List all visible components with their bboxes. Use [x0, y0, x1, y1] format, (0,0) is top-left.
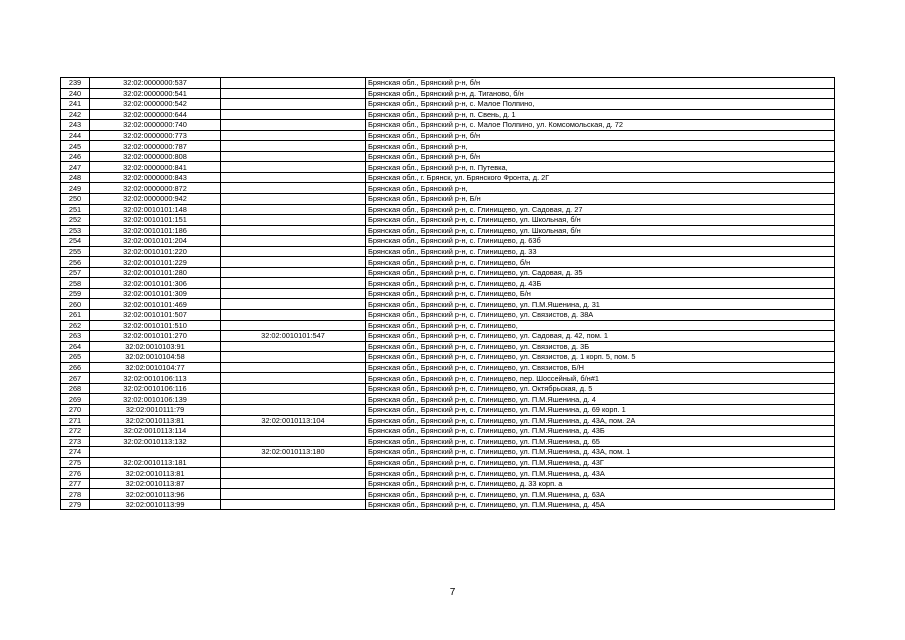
related-cadastral-number-cell: [221, 172, 366, 183]
cadastral-number-cell: 32:02:0010101:507: [90, 310, 221, 321]
related-cadastral-number-cell: [221, 278, 366, 289]
table-row: [61, 215, 835, 226]
row-number-cell: 267: [61, 373, 90, 384]
cadastral-number-cell: 32:02:0010113:81: [90, 468, 221, 479]
table-row: [61, 151, 835, 162]
address-cell: Брянская обл., Брянский р-н, с. Глинищево, ул. П.М.Яшенина, д. 43А: [366, 468, 835, 479]
related-cadastral-number-cell: [221, 436, 366, 447]
address-cell: Брянская обл., Брянский р-н, с. Глинищево, б/н: [366, 257, 835, 268]
cadastral-number-cell: 32:02:0010101:151: [90, 215, 221, 226]
cadastral-number-cell: 32:02:0010104:77: [90, 362, 221, 373]
row-number-cell: 243: [61, 120, 90, 131]
row-number-cell: 257: [61, 267, 90, 278]
address-cell: Брянская обл., Брянский р-н, с. Глинищево, ул. Связистов, д. 38А: [366, 310, 835, 321]
related-cadastral-number-cell: [221, 236, 366, 247]
table-row: [61, 447, 835, 458]
row-number-cell: 272: [61, 426, 90, 437]
row-number-cell: 251: [61, 204, 90, 215]
address-cell: Брянская обл., Брянский р-н, с. Глинищево, ул. П.М.Яшенина, д. 43А, пом. 2А: [366, 415, 835, 426]
cadastral-number-cell: 32:02:0000000:841: [90, 162, 221, 173]
related-cadastral-number-cell: [221, 457, 366, 468]
cadastral-number-cell: 32:02:0010101:309: [90, 288, 221, 299]
table-row: [61, 246, 835, 257]
address-cell: Брянская обл., Брянский р-н, с. Глинищево, ул. Связистов, д. 3Б: [366, 341, 835, 352]
related-cadastral-number-cell: 32:02:0010113:180: [221, 447, 366, 458]
table-row: [61, 426, 835, 437]
table-row: [61, 341, 835, 352]
address-cell: Брянская обл., г. Брянск, ул. Брянского Фронта, д. 2Г: [366, 172, 835, 183]
row-number-cell: 274: [61, 447, 90, 458]
table-row: [61, 499, 835, 510]
row-number-cell: 256: [61, 257, 90, 268]
cadastral-number-cell: 32:02:0010101:204: [90, 236, 221, 247]
address-cell: Брянская обл., Брянский р-н, с. Глинищево, ул. П.М.Яшенина, д. 43Б: [366, 426, 835, 437]
address-cell: Брянская обл., Брянский р-н, с. Глинищево,: [366, 320, 835, 331]
address-cell: Брянская обл., Брянский р-н, с. Малое Полпино,: [366, 99, 835, 110]
cadastral-number-cell: 32:02:0000000:542: [90, 99, 221, 110]
row-number-cell: 264: [61, 341, 90, 352]
address-cell: Брянская обл., Брянский р-н, с. Глинищево, ул. Школьная, б/н: [366, 225, 835, 236]
registry-table-body: [61, 78, 835, 510]
address-cell: Брянская обл., Брянский р-н, с. Глинищево, ул. П.М.Яшенина, д. 43А, пом. 1: [366, 447, 835, 458]
row-number-cell: 278: [61, 489, 90, 500]
table-row: [61, 288, 835, 299]
related-cadastral-number-cell: [221, 383, 366, 394]
cadastral-number-cell: 32:02:0000000:808: [90, 151, 221, 162]
address-cell: Брянская обл., Брянский р-н, с. Глинищево, пер. Шоссейный, б/н#1: [366, 373, 835, 384]
related-cadastral-number-cell: [221, 499, 366, 510]
row-number-cell: 244: [61, 130, 90, 141]
row-number-cell: 259: [61, 288, 90, 299]
related-cadastral-number-cell: 32:02:0010113:104: [221, 415, 366, 426]
related-cadastral-number-cell: 32:02:0010101:547: [221, 331, 366, 342]
cadastral-number-cell: 32:02:0010113:181: [90, 457, 221, 468]
cadastral-number-cell: 32:02:0010101:229: [90, 257, 221, 268]
cadastral-number-cell: 32:02:0010113:87: [90, 478, 221, 489]
address-cell: Брянская обл., Брянский р-н, с. Глинищево, ул. Связистов, д. 1 корп. 5, пом. 5: [366, 352, 835, 363]
cadastral-number-cell: 32:02:0000000:740: [90, 120, 221, 131]
table-row: [61, 162, 835, 173]
row-number-cell: 279: [61, 499, 90, 510]
related-cadastral-number-cell: [221, 478, 366, 489]
table-row: [61, 141, 835, 152]
table-row: [61, 373, 835, 384]
cadastral-number-cell: 32:02:0010101:306: [90, 278, 221, 289]
cadastral-number-cell: 32:02:0010101:469: [90, 299, 221, 310]
cadastral-number-cell: 32:02:0010101:148: [90, 204, 221, 215]
table-row: [61, 225, 835, 236]
cadastral-number-cell: 32:02:0010101:270: [90, 331, 221, 342]
address-cell: Брянская обл., Брянский р-н, с. Глинищево, д. 63б: [366, 236, 835, 247]
cadastral-number-cell: 32:02:0010106:139: [90, 394, 221, 405]
address-cell: Брянская обл., Брянский р-н, с. Глинищево, ул. Садовая, д. 42, пом. 1: [366, 331, 835, 342]
table-row: [61, 394, 835, 405]
related-cadastral-number-cell: [221, 88, 366, 99]
cadastral-number-cell: 32:02:0010113:132: [90, 436, 221, 447]
related-cadastral-number-cell: [221, 299, 366, 310]
cadastral-number-cell: 32:02:0000000:773: [90, 130, 221, 141]
row-number-cell: 273: [61, 436, 90, 447]
cadastral-number-cell: [90, 447, 221, 458]
related-cadastral-number-cell: [221, 225, 366, 236]
address-cell: Брянская обл., Брянский р-н, с. Глинищево, ул. П.М.Яшенина, д. 31: [366, 299, 835, 310]
address-cell: Брянская обл., Брянский р-н, с. Глинищево, д. 33 корп. а: [366, 478, 835, 489]
row-number-cell: 249: [61, 183, 90, 194]
row-number-cell: 277: [61, 478, 90, 489]
row-number-cell: 247: [61, 162, 90, 173]
cadastral-number-cell: 32:02:0010113:96: [90, 489, 221, 500]
row-number-cell: 271: [61, 415, 90, 426]
address-cell: Брянская обл., Брянский р-н, п. Свень, д. 1: [366, 109, 835, 120]
address-cell: Брянская обл., Брянский р-н, б/н: [366, 130, 835, 141]
cadastral-number-cell: 32:02:0010113:114: [90, 426, 221, 437]
table-row: [61, 109, 835, 120]
row-number-cell: 261: [61, 310, 90, 321]
row-number-cell: 253: [61, 225, 90, 236]
row-number-cell: 246: [61, 151, 90, 162]
table-row: [61, 194, 835, 205]
cadastral-number-cell: 32:02:0000000:787: [90, 141, 221, 152]
row-number-cell: 241: [61, 99, 90, 110]
address-cell: Брянская обл., Брянский р-н, с. Глинищево, ул. Садовая, д. 27: [366, 204, 835, 215]
cadastral-number-cell: 32:02:0000000:541: [90, 88, 221, 99]
cadastral-number-cell: 32:02:0010103:91: [90, 341, 221, 352]
address-cell: Брянская обл., Брянский р-н,: [366, 183, 835, 194]
cadastral-number-cell: 32:02:0010106:116: [90, 383, 221, 394]
table-row: [61, 404, 835, 415]
related-cadastral-number-cell: [221, 141, 366, 152]
address-cell: Брянская обл., Брянский р-н, с. Глинищево, ул. Октябрьская, д. 5: [366, 383, 835, 394]
table-row: [61, 204, 835, 215]
related-cadastral-number-cell: [221, 257, 366, 268]
address-cell: Брянская обл., Брянский р-н, с. Глинищево, ул. П.М.Яшенина, д. 69 корп. 1: [366, 404, 835, 415]
cadastral-number-cell: 32:02:0000000:942: [90, 194, 221, 205]
table-row: [61, 415, 835, 426]
address-cell: Брянская обл., Брянский р-н, с. Глинищево, д. 33: [366, 246, 835, 257]
table-row: [61, 172, 835, 183]
related-cadastral-number-cell: [221, 394, 366, 405]
related-cadastral-number-cell: [221, 404, 366, 415]
address-cell: Брянская обл., Брянский р-н, с. Глинищево, ул. П.М.Яшенина, д. 65: [366, 436, 835, 447]
cadastral-number-cell: 32:02:0010113:99: [90, 499, 221, 510]
row-number-cell: 252: [61, 215, 90, 226]
row-number-cell: 258: [61, 278, 90, 289]
cadastral-number-cell: 32:02:0010113:81: [90, 415, 221, 426]
address-cell: Брянская обл., Брянский р-н, с. Глинищево, ул. П.М.Яшенина, д. 45А: [366, 499, 835, 510]
cadastral-number-cell: 32:02:0010101:186: [90, 225, 221, 236]
row-number-cell: 276: [61, 468, 90, 479]
related-cadastral-number-cell: [221, 215, 366, 226]
address-cell: Брянская обл., Брянский р-н, с. Глинищево, д. 43Б: [366, 278, 835, 289]
related-cadastral-number-cell: [221, 288, 366, 299]
row-number-cell: 275: [61, 457, 90, 468]
related-cadastral-number-cell: [221, 310, 366, 321]
row-number-cell: 269: [61, 394, 90, 405]
table-row: [61, 489, 835, 500]
row-number-cell: 263: [61, 331, 90, 342]
cadastral-number-cell: 32:02:0000000:843: [90, 172, 221, 183]
table-row: [61, 468, 835, 479]
table-row: [61, 267, 835, 278]
related-cadastral-number-cell: [221, 373, 366, 384]
row-number-cell: 254: [61, 236, 90, 247]
cadastral-number-cell: 32:02:0010101:220: [90, 246, 221, 257]
related-cadastral-number-cell: [221, 162, 366, 173]
address-cell: Брянская обл., Брянский р-н, п. Путевка,: [366, 162, 835, 173]
table-row: [61, 120, 835, 131]
related-cadastral-number-cell: [221, 341, 366, 352]
address-cell: Брянская обл., Брянский р-н, д. Тиганово, б/н: [366, 88, 835, 99]
table-row: [61, 236, 835, 247]
row-number-cell: 250: [61, 194, 90, 205]
table-row: [61, 99, 835, 110]
address-cell: Брянская обл., Брянский р-н, с. Малое Полпино, ул. Комсомольская, д. 72: [366, 120, 835, 131]
cadastral-number-cell: 32:02:0000000:644: [90, 109, 221, 120]
table-row: [61, 383, 835, 394]
cadastral-number-cell: 32:02:0010106:113: [90, 373, 221, 384]
related-cadastral-number-cell: [221, 99, 366, 110]
table-row: [61, 88, 835, 99]
cadastral-registry-table: [60, 77, 835, 510]
address-cell: Брянская обл., Брянский р-н, с. Глинищево, ул. Связистов, Б/Н: [366, 362, 835, 373]
table-row: [61, 130, 835, 141]
table-row: [61, 352, 835, 363]
row-number-cell: 270: [61, 404, 90, 415]
table-row: [61, 257, 835, 268]
address-cell: Брянская обл., Брянский р-н, с. Глинищево, ул. Садовая, д. 35: [366, 267, 835, 278]
row-number-cell: 240: [61, 88, 90, 99]
cadastral-number-cell: 32:02:0010111:79: [90, 404, 221, 415]
related-cadastral-number-cell: [221, 320, 366, 331]
table-row: [61, 457, 835, 468]
row-number-cell: 260: [61, 299, 90, 310]
address-cell: Брянская обл., Брянский р-н,: [366, 141, 835, 152]
row-number-cell: 266: [61, 362, 90, 373]
row-number-cell: 265: [61, 352, 90, 363]
row-number-cell: 255: [61, 246, 90, 257]
cadastral-number-cell: 32:02:0010104:58: [90, 352, 221, 363]
row-number-cell: 248: [61, 172, 90, 183]
related-cadastral-number-cell: [221, 489, 366, 500]
related-cadastral-number-cell: [221, 267, 366, 278]
cadastral-number-cell: 32:02:0010101:510: [90, 320, 221, 331]
table-row: [61, 310, 835, 321]
page-number: 7: [449, 587, 456, 598]
related-cadastral-number-cell: [221, 194, 366, 205]
row-number-cell: 239: [61, 78, 90, 89]
cadastral-number-cell: 32:02:0010101:280: [90, 267, 221, 278]
related-cadastral-number-cell: [221, 468, 366, 479]
address-cell: Брянская обл., Брянский р-н, с. Глинищево, ул. П.М.Яшенина, д. 43Г: [366, 457, 835, 468]
related-cadastral-number-cell: [221, 151, 366, 162]
table-row: [61, 331, 835, 342]
table-row: [61, 320, 835, 331]
related-cadastral-number-cell: [221, 130, 366, 141]
related-cadastral-number-cell: [221, 78, 366, 89]
table-row: [61, 478, 835, 489]
address-cell: Брянская обл., Брянский р-н, б/н: [366, 151, 835, 162]
cadastral-number-cell: 32:02:0000000:872: [90, 183, 221, 194]
related-cadastral-number-cell: [221, 109, 366, 120]
table-row: [61, 436, 835, 447]
address-cell: Брянская обл., Брянский р-н, с. Глинищево, ул. П.М.Яшенина, д. 63А: [366, 489, 835, 500]
address-cell: Брянская обл., Брянский р-н, с. Глинищево, ул. Школьная, б/н: [366, 215, 835, 226]
cadastral-number-cell: 32:02:0000000:537: [90, 78, 221, 89]
address-cell: Брянская обл., Брянский р-н, с. Глинищево, Б/н: [366, 288, 835, 299]
table-row: [61, 362, 835, 373]
related-cadastral-number-cell: [221, 352, 366, 363]
related-cadastral-number-cell: [221, 120, 366, 131]
row-number-cell: 268: [61, 383, 90, 394]
table-row: [61, 78, 835, 89]
address-cell: Брянская обл., Брянский р-н, с. Глинищево, ул. П.М.Яшенина, д. 4: [366, 394, 835, 405]
table-row: [61, 299, 835, 310]
address-cell: Брянская обл., Брянский р-н, б/н: [366, 78, 835, 89]
related-cadastral-number-cell: [221, 246, 366, 257]
row-number-cell: 242: [61, 109, 90, 120]
table-row: [61, 278, 835, 289]
address-cell: Брянская обл., Брянский р-н, Б/н: [366, 194, 835, 205]
related-cadastral-number-cell: [221, 204, 366, 215]
table-row: [61, 183, 835, 194]
related-cadastral-number-cell: [221, 183, 366, 194]
row-number-cell: 245: [61, 141, 90, 152]
related-cadastral-number-cell: [221, 362, 366, 373]
related-cadastral-number-cell: [221, 426, 366, 437]
row-number-cell: 262: [61, 320, 90, 331]
